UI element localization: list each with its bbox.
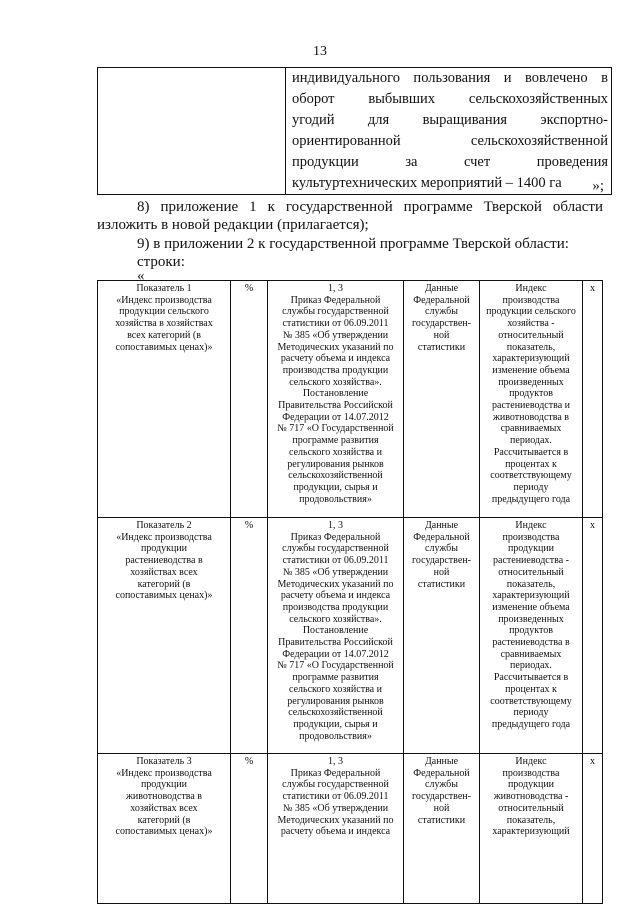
cell-line: сельского хозяйства и: [289, 683, 382, 695]
cell-line: относительный: [498, 566, 564, 578]
continued-table: [97, 67, 612, 195]
cell-line: Федеральной: [413, 767, 470, 779]
cell-line: производства: [502, 294, 560, 306]
cell-line: показатель,: [506, 578, 556, 590]
cell-line: службы государственной: [282, 306, 389, 318]
cell-line: расчету объема и индекса: [280, 353, 391, 365]
source-cell: [404, 281, 480, 518]
paragraph-8: [97, 198, 603, 234]
cell-line: статистики: [417, 578, 466, 590]
cell-line: хозяйства -: [507, 318, 555, 330]
basis-cell: [268, 754, 404, 904]
source-cell: [404, 754, 480, 904]
cell-text: x: [590, 283, 595, 294]
source-cell: [404, 518, 480, 754]
indicator-cell: [98, 518, 231, 754]
cell-line: Данные: [424, 520, 459, 531]
cell-line: Постановление: [302, 388, 369, 400]
cell-line: статистики от 06.09.2011: [282, 555, 389, 567]
cell-line: изменение объема: [492, 364, 570, 376]
cell-line: сельского хозяйства».: [289, 613, 382, 625]
cell-line: Показатель 3: [136, 756, 192, 767]
cell-line: Приказ Федеральной: [290, 531, 381, 543]
cell-text: %: [244, 756, 254, 767]
cell-line: сопоставимых ценах)»: [115, 590, 213, 602]
cell-line: программе развития: [292, 435, 379, 447]
cell-line: сопоставимых ценах)»: [115, 826, 213, 838]
continued-text-line: продукции за счет проведения: [292, 154, 608, 170]
cell-line: продукции: [507, 543, 555, 555]
cell-line: государствен-: [412, 555, 471, 567]
cell-line: относительный: [498, 802, 564, 814]
cell-line: «Индекс производства: [116, 767, 212, 779]
cell-line: производства: [502, 531, 560, 543]
cell-line: периоду: [513, 707, 549, 719]
paragraph-line: строки:: [137, 254, 185, 270]
cell-line: предыдущего года: [491, 718, 571, 730]
paragraph-9: [97, 235, 603, 271]
cell-line: изменение объема: [492, 601, 570, 613]
method-cell: [480, 518, 583, 754]
cell-text: x: [590, 756, 595, 767]
cell-line: показатель,: [506, 814, 556, 826]
cell-line: регулирования рынков: [287, 695, 384, 707]
cell-line: сравниваемых: [500, 648, 562, 660]
cell-line: № 385 «Об утверждении: [282, 566, 389, 578]
cell-line: продуктов: [509, 625, 553, 637]
cell-line: расчету объема и индекса: [280, 826, 391, 838]
cell-line: характеризующий: [492, 353, 570, 365]
cell-line: продуктов: [509, 388, 553, 400]
cell-line: продукции, сырья и: [293, 481, 378, 493]
cell-line: соответствующему: [490, 695, 572, 707]
cell-line: хозяйства в хозяйствах: [115, 318, 213, 330]
cell-line: Показатель 2: [136, 520, 192, 531]
continued-text-line: культуртехнических мероприятий – 1400 га: [292, 175, 562, 191]
basis-cell: [268, 518, 404, 754]
cell-line: животноводства в: [125, 791, 202, 803]
paragraph-line: 9) в приложении 2 к государственной программе Тверской области:: [137, 236, 569, 252]
cell-line: произведенных: [498, 613, 564, 625]
cell-line: сельскохозяйственной: [288, 707, 383, 719]
cell-line: всех категорий (в: [127, 329, 201, 341]
cell-line: продовольствия»: [299, 493, 372, 505]
continued-table-text-cell: [286, 68, 612, 195]
cell-line: растениеводства и: [492, 400, 570, 412]
cell-line: категорий (в: [137, 578, 191, 590]
cell-line: продукции сельского: [119, 306, 209, 318]
continued-text-line: угодий для выращивания экспортно-: [292, 112, 608, 128]
paragraph-line: 8) приложение 1 к государственной программе Тверской области: [137, 199, 603, 215]
cell-line: регулирования рынков: [287, 458, 384, 470]
cell-line: характеризующий: [492, 590, 570, 602]
cell-line: животноводства в: [492, 411, 569, 423]
cell-line: сравниваемых: [500, 423, 562, 435]
indicator-cell: [98, 754, 231, 904]
cell-line: «Индекс производства: [116, 531, 212, 543]
cell-line: № 717 «О Государственной: [277, 423, 394, 435]
cell-line: Данные: [424, 283, 459, 294]
continued-text-line: индивидуального пользования и вовлечено в: [292, 70, 608, 86]
cell-text: %: [244, 283, 254, 294]
cell-line: Федеральной: [413, 531, 470, 543]
cell-line: Показатель 1: [136, 283, 192, 294]
method-cell: [480, 754, 583, 904]
continued-text-line: оборот выбывших сельскохозяйственных: [292, 91, 608, 107]
cell-line: Федерации от 14.07.2012: [282, 411, 389, 423]
cell-line: периодах.: [510, 660, 552, 672]
x-cell: [583, 281, 603, 518]
cell-line: государствен-: [412, 318, 471, 330]
cell-line: сопоставимых ценах)»: [115, 341, 213, 353]
cell-line: производства: [502, 767, 560, 779]
cell-line: животноводства -: [493, 791, 569, 803]
cell-line: процентах к: [505, 458, 557, 470]
cell-line: Федеральной: [413, 294, 470, 306]
cell-line: № 385 «Об утверждении: [282, 802, 389, 814]
continued-text-line: ориентированной сельскохозяйственной: [292, 133, 608, 149]
cell-line: Методических указаний по: [277, 341, 394, 353]
cell-line: производства продукции: [282, 601, 389, 613]
cell-line: относительный: [498, 329, 564, 341]
x-cell: [583, 518, 603, 754]
closing-quote-mark: »;: [592, 178, 604, 194]
cell-line: продовольствия»: [299, 730, 372, 742]
cell-line: службы государственной: [282, 543, 389, 555]
cell-line: растениеводства в: [125, 555, 203, 567]
cell-line: продукции: [507, 779, 555, 791]
cell-line: службы: [425, 779, 458, 791]
cell-line: хозяйствах всех: [130, 802, 198, 814]
cell-line: ной: [433, 802, 450, 814]
cell-line: Рассчитывается в: [493, 446, 569, 458]
paragraph-line: изложить в новой редакции (прилагается);: [97, 217, 369, 233]
cell-line: растениеводства -: [493, 555, 569, 567]
method-cell: [480, 281, 583, 518]
cell-line: Правительства Российской: [278, 637, 393, 649]
cell-line: Приказ Федеральной: [290, 767, 381, 779]
cell-line: статистики: [417, 341, 466, 353]
cell-line: 1, 3: [328, 520, 343, 531]
basis-cell: [268, 281, 404, 518]
cell-text: %: [244, 520, 254, 531]
cell-line: государствен-: [412, 791, 471, 803]
cell-line: Приказ Федеральной: [290, 294, 381, 306]
cell-line: продукции сельского: [486, 306, 576, 318]
cell-line: Данные: [424, 756, 459, 767]
indicators-table: [97, 280, 603, 904]
table-row: [98, 518, 603, 754]
cell-line: сельского хозяйства».: [289, 376, 382, 388]
cell-line: показатель,: [506, 341, 556, 353]
cell-line: характеризующий: [492, 826, 570, 838]
cell-line: Постановление: [302, 625, 369, 637]
unit-cell: [231, 518, 268, 754]
cell-line: ной: [433, 329, 450, 341]
cell-line: Индекс: [515, 283, 547, 294]
cell-line: Индекс: [515, 756, 547, 767]
continued-table-empty-cell: [98, 68, 286, 195]
cell-line: произведенных: [498, 376, 564, 388]
cell-line: программе развития: [292, 672, 379, 684]
cell-line: службы: [425, 543, 458, 555]
cell-line: «Индекс производства: [116, 294, 212, 306]
cell-line: Рассчитывается в: [493, 672, 569, 684]
table-row: [98, 281, 603, 518]
cell-line: процентах к: [505, 683, 557, 695]
table-row: [98, 754, 603, 904]
cell-line: сельского хозяйства и: [289, 446, 382, 458]
cell-line: ной: [433, 566, 450, 578]
cell-line: статистики от 06.09.2011: [282, 318, 389, 330]
cell-line: категорий (в: [137, 814, 191, 826]
cell-line: периодах.: [510, 435, 552, 447]
unit-cell: [231, 281, 268, 518]
cell-line: службы: [425, 306, 458, 318]
unit-cell: [231, 754, 268, 904]
cell-line: 1, 3: [328, 756, 343, 767]
cell-line: продукции: [140, 779, 188, 791]
page-number: 13: [313, 44, 327, 59]
cell-line: растениеводства в: [492, 637, 570, 649]
cell-line: Индекс: [515, 520, 547, 531]
cell-line: № 385 «Об утверждении: [282, 329, 389, 341]
x-cell: [583, 754, 603, 904]
cell-line: статистики от 06.09.2011: [282, 791, 389, 803]
cell-line: Методических указаний по: [277, 578, 394, 590]
cell-line: службы государственной: [282, 779, 389, 791]
cell-line: сельскохозяйственной: [288, 470, 383, 482]
cell-line: № 717 «О Государственной: [277, 660, 394, 672]
cell-line: хозяйствах всех: [130, 566, 198, 578]
cell-line: Правительства Российской: [278, 400, 393, 412]
cell-line: статистики: [417, 814, 466, 826]
cell-line: Федерации от 14.07.2012: [282, 648, 389, 660]
cell-line: периоду: [513, 481, 549, 493]
cell-line: продукции: [140, 543, 188, 555]
opening-quote-mark: «: [137, 268, 145, 284]
cell-line: соответствующему: [490, 470, 572, 482]
cell-line: расчету объема и индекса: [280, 590, 391, 602]
cell-line: 1, 3: [328, 283, 343, 294]
cell-line: предыдущего года: [491, 493, 571, 505]
indicator-cell: [98, 281, 231, 518]
cell-line: производства продукции: [282, 364, 389, 376]
cell-text: x: [590, 520, 595, 531]
cell-line: продукции, сырья и: [293, 718, 378, 730]
cell-line: Методических указаний по: [277, 814, 394, 826]
